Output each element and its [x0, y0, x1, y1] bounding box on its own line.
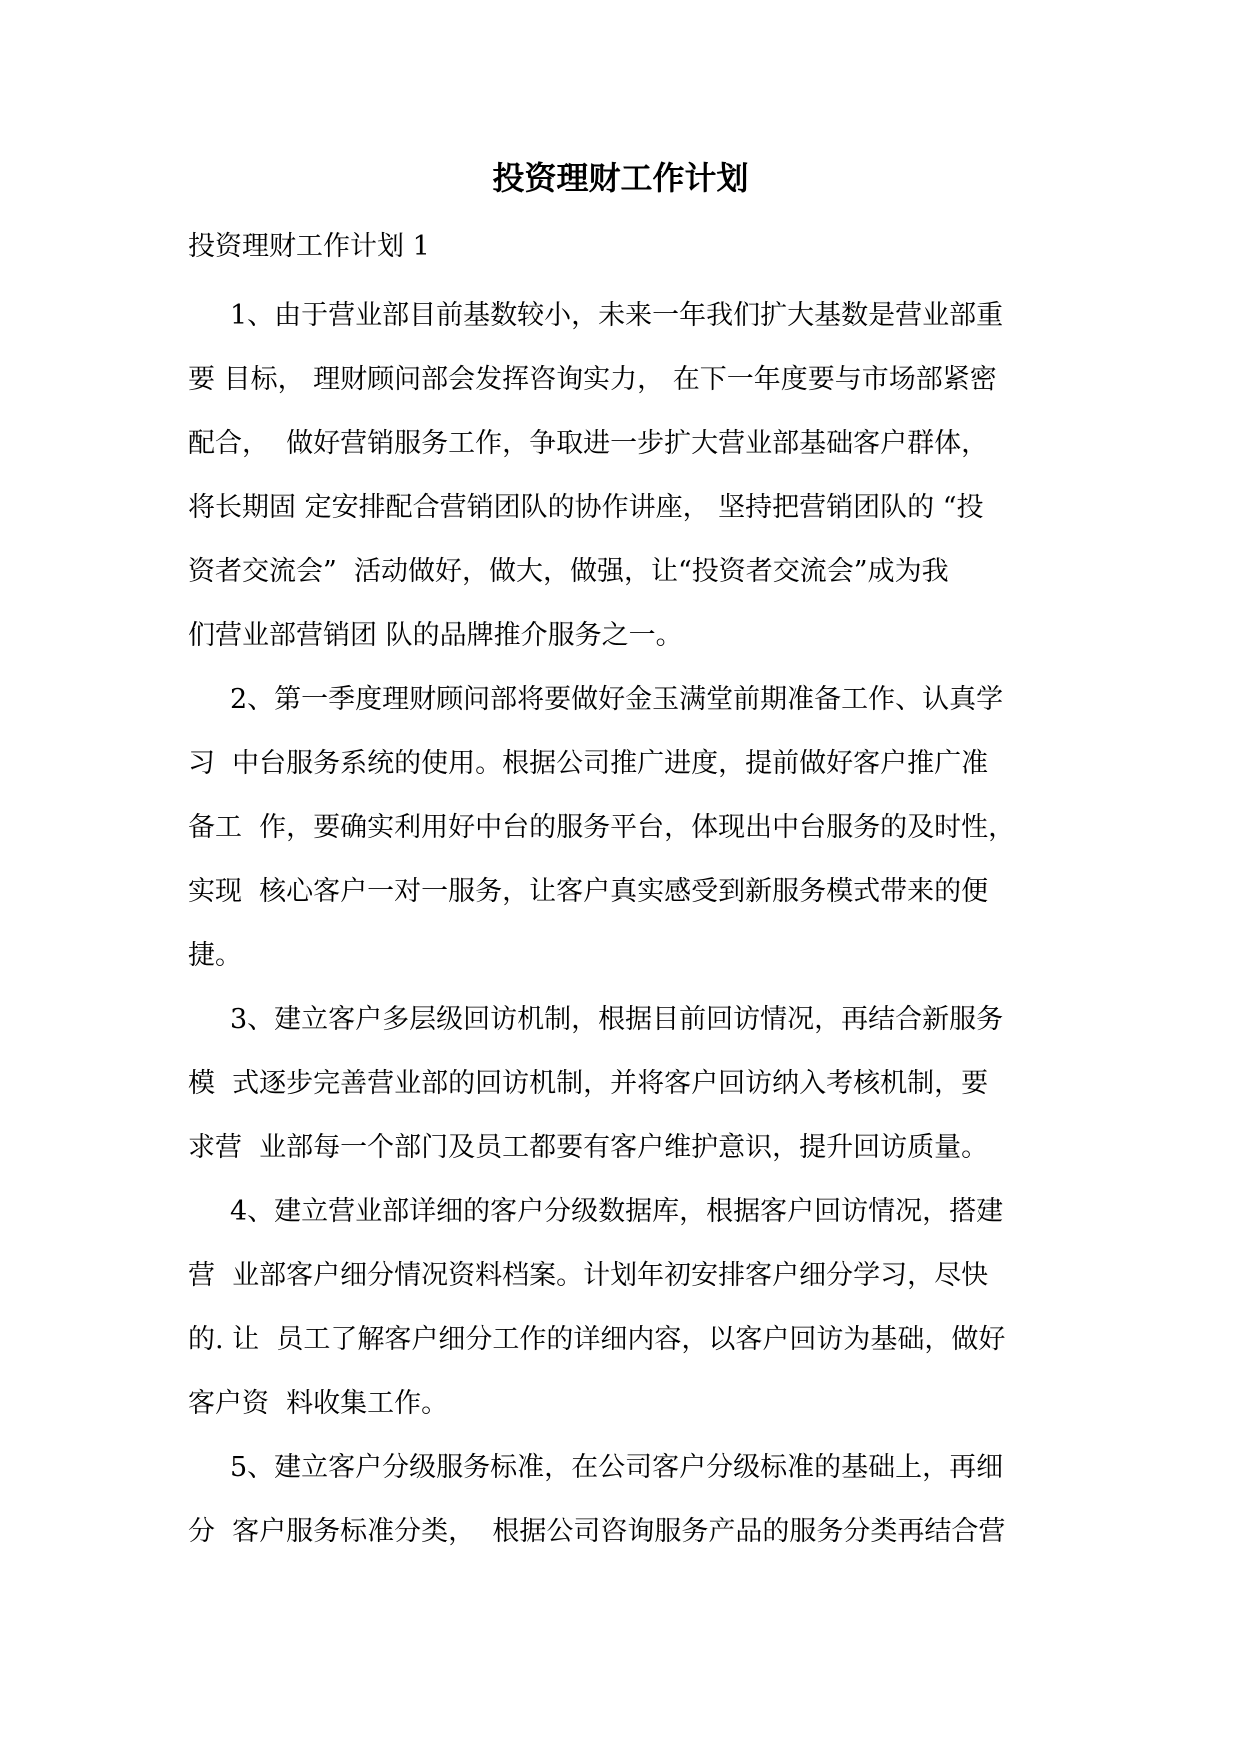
paragraph-line: 的. 让 员工了解客户细分工作的详细内容，以客户回访为基础，做好 [188, 1324, 1006, 1355]
paragraph-line: 营 业部客户细分情况资料档案。计划年初安排客户细分学习，尽快 [188, 1260, 989, 1291]
paragraph-line: 2、第一季度理财顾问部将要做好金玉满堂前期准备工作、认真学 [230, 684, 1004, 715]
paragraph-line: 习 中台服务系统的使用。根据公司推广进度，提前做好客户推广准 [188, 748, 989, 779]
paragraph-line: 求营 业部每一个部门及员工都要有客户维护意识，提升回访质量。 [188, 1132, 989, 1163]
paragraph-line: 要 目标， 理财顾问部会发挥咨询实力， 在下一年度要与市场部紧密 [188, 364, 997, 395]
paragraph-line: 客户资 料收集工作。 [188, 1388, 449, 1419]
paragraph-line: 备工 作，要确实利用好中台的服务平台，体现出中台服务的及时性， [188, 812, 1016, 843]
paragraph-line: 分 客户服务标准分类， 根据公司咨询服务产品的服务分类再结合营 [188, 1516, 1006, 1547]
document-title: 投资理财工作计划 [492, 159, 749, 197]
paragraph-line: 配合， 做好营销服务工作，争取进一步扩大营业部基础客户群体， [188, 428, 989, 459]
paragraph-line: 1、由于营业部目前基数较小，未来一年我们扩大基数是营业部重 [230, 300, 1004, 331]
paragraph-line: 将长期固 定安排配合营销团队的协作讲座， 坚持把营销团队的 “投 [188, 492, 984, 523]
paragraph-line: 模 式逐步完善营业部的回访机制，并将客户回访纳入考核机制，要 [188, 1068, 989, 1099]
paragraph-line: 3、建立客户多层级回访机制，根据目前回访情况，再结合新服务 [230, 1004, 1004, 1035]
paragraph-line: 5、建立客户分级服务标准，在公司客户分级标准的基础上，再细 [230, 1452, 1004, 1483]
paragraph-4 [188, 1180, 1068, 1436]
paragraph-3 [188, 988, 1068, 1180]
paragraph-line: 捷。 [188, 940, 242, 971]
paragraph-line: 资者交流会” 活动做好，做大，做强，让“投资者交流会”成为我 [188, 556, 949, 587]
paragraph-line: 实现 核心客户一对一服务，让客户真实感受到新服务模式带来的便 [188, 876, 989, 907]
paragraph-2 [188, 668, 1068, 988]
paragraph-line: 们营业部营销团 队的品牌推介服务之一。 [188, 620, 683, 651]
paragraph-line: 4、建立营业部详细的客户分级数据库，根据客户回访情况，搭建 [230, 1196, 1004, 1227]
document-body [188, 284, 1068, 1564]
paragraph-5 [188, 1436, 1068, 1564]
paragraph-1 [188, 284, 1068, 668]
document-subtitle: 投资理财工作计划 1 [188, 231, 430, 262]
